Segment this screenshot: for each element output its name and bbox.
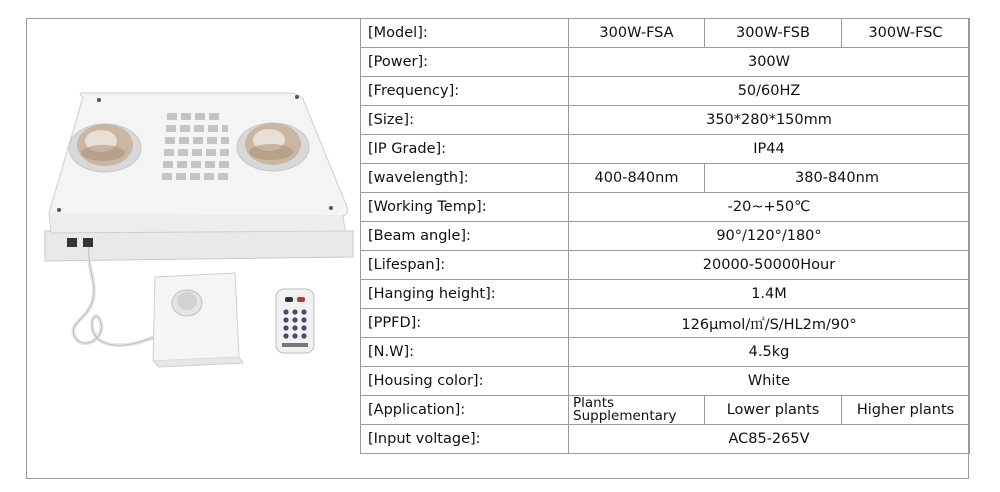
dimmer-knob-icon [153,273,243,367]
row-label-application: [Application]: [361,396,569,425]
row-label-wavelength: [wavelength]: [361,164,569,193]
table-cell: Higher plants [842,396,970,425]
table-row [361,135,970,164]
table-cell: 300W [569,48,970,77]
table-row [361,77,970,106]
table-row [361,164,970,193]
table-row [361,367,970,396]
table-cell: 1.4M [569,280,970,309]
table-cell: 126μmol/㎡/S/HL2m/90° [569,309,970,338]
table-cell: 4.5kg [569,338,970,367]
table-cell: Plants Supplementary [569,396,705,425]
spec-table [360,18,970,454]
row-label-frequency: [Frequency]: [361,77,569,106]
right-lens-icon [237,123,309,171]
table-cell: 300W-FSC [842,19,970,48]
left-lens-icon [69,124,141,172]
row-label-hanging-height: [Hanging height]: [361,280,569,309]
table-row [361,280,970,309]
table-cell: 20000-50000Hour [569,251,970,280]
product-photo [27,19,360,478]
table-row [361,19,970,48]
table-row [361,425,970,454]
table-cell: -20~+50℃ [569,193,970,222]
row-label-nw: [N.W]: [361,338,569,367]
table-cell: 50/60HZ [569,77,970,106]
table-cell: 400-840nm [569,164,705,193]
row-label-model: [Model]: [361,19,569,48]
row-label-ppfd: [PPFD]: [361,309,569,338]
table-row [361,251,970,280]
table-cell: IP44 [569,135,970,164]
row-label-working-temp: [Working Temp]: [361,193,569,222]
table-cell: AC85-265V [569,425,970,454]
table-row [361,222,970,251]
row-label-ip-grade: [IP Grade]: [361,135,569,164]
dimmer-socket-icon [83,238,93,247]
table-row [361,106,970,135]
table-row [361,338,970,367]
table-row [361,193,970,222]
table-cell: White [569,367,970,396]
power-socket-icon [67,238,77,247]
row-label-beam-angle: [Beam angle]: [361,222,569,251]
table-cell: 300W-FSA [569,19,705,48]
remote-control-icon [276,289,314,353]
product-illustration [27,19,360,478]
row-label-housing-color: [Housing color]: [361,367,569,396]
row-label-size: [Size]: [361,106,569,135]
row-label-input-voltage: [Input voltage]: [361,425,569,454]
table-cell: 380-840nm [705,164,970,193]
table-cell: 300W-FSB [705,19,842,48]
power-cord-icon [73,247,155,345]
row-label-power: [Power]: [361,48,569,77]
table-cell: Lower plants [705,396,842,425]
table-cell: 350*280*150mm [569,106,970,135]
table-row [361,396,970,425]
table-row [361,309,970,338]
table-cell: 90°/120°/180° [569,222,970,251]
table-row [361,48,970,77]
row-label-lifespan: [Lifespan]: [361,251,569,280]
